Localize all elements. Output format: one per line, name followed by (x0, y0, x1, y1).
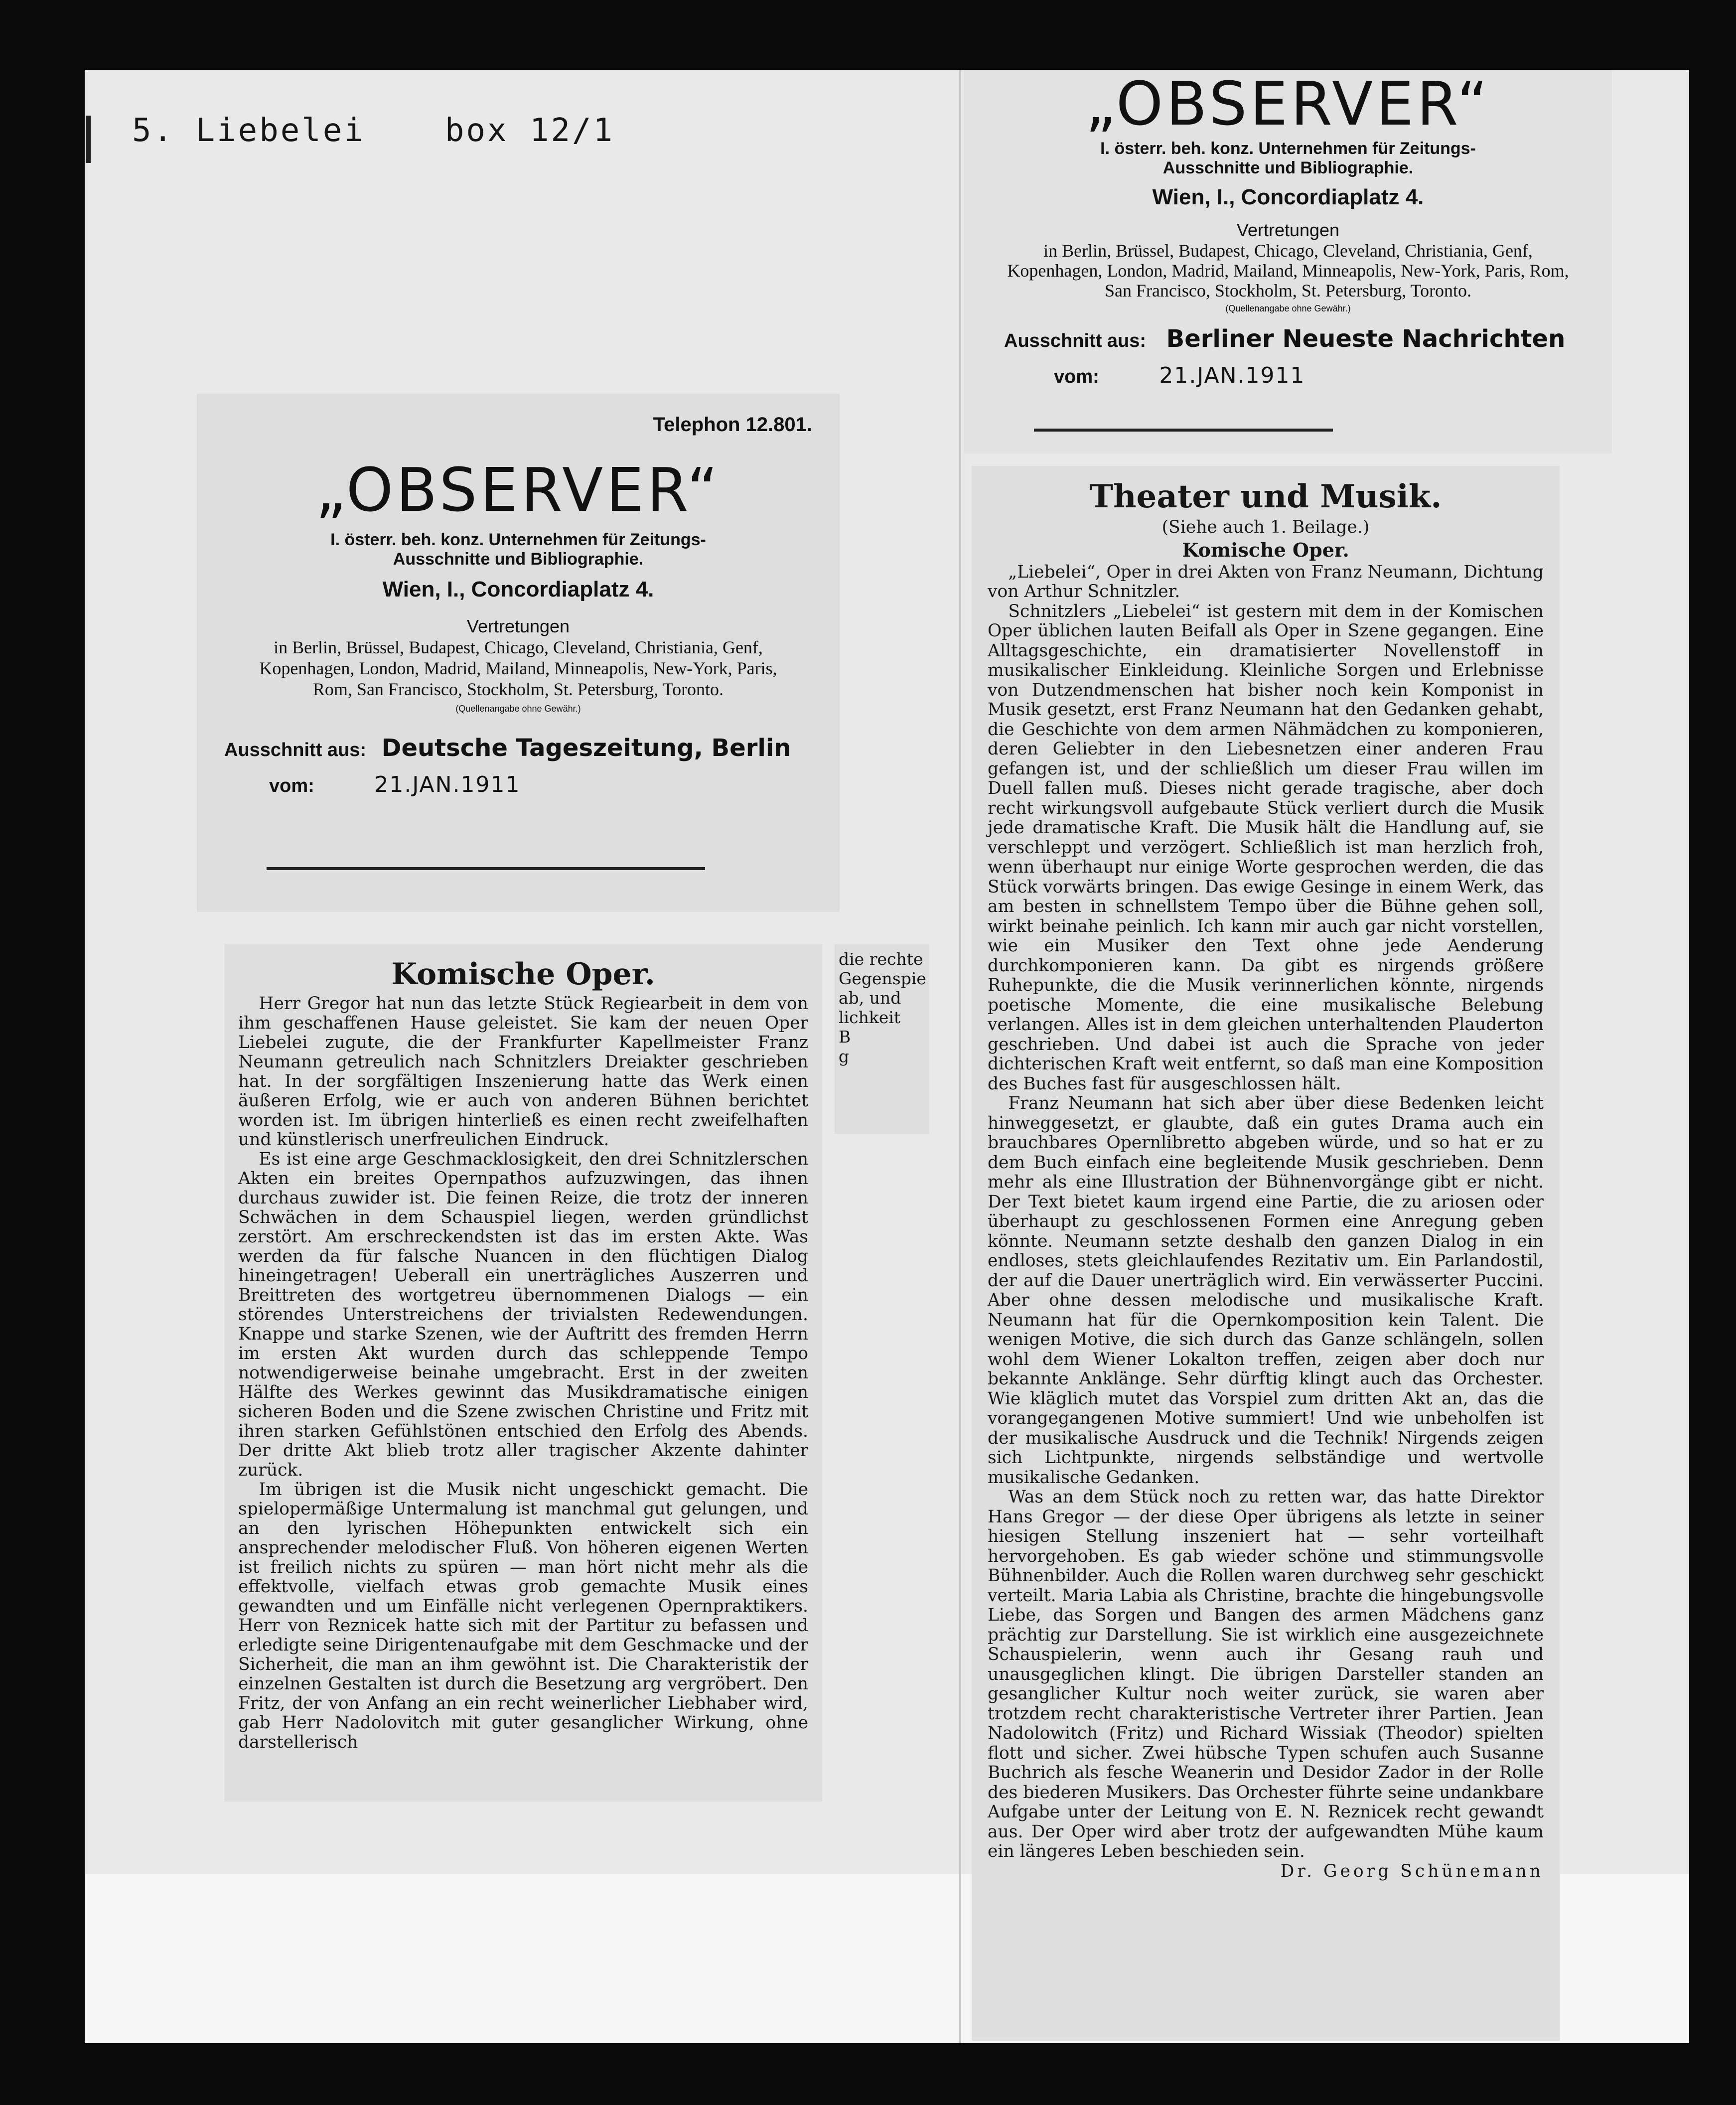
left-article-paragraph-2: Es ist eine arge Geschmacklosigkeit, den drei Schnitzlerschen Akten ein breites Opernpathos aufzuzwingen, das ihnen durchaus zuwider ist. Die feinen Reize, die trotz der inneren Schwächen in dem Schauspiel liegen, werden gründlichst zerstört. Am erschreckendsten ist das im ersten Akte. Was werden da für falsche Nuancen in den flüchtigen Dialog hineingetragen! Ueberall ein unerträgliches Auszerren und Breittreten des wortgetreu übernommenen Dialogs — ein störendes Unterstreichens der trivialsten Redewendungen. Knappe und starke Szenen, wie der Auftritt des fremden Herrn im ersten Akt wurden durch das schleppende Tempo notwendigerweise beinahe umgebracht. Erst in der zweiten Hälfte des Werkes gewinnt das Musikdramatische einigen sicheren Boden und die Szene zwischen Christine und Fritz mit ihren starken Gefühlstönen entschied den Erfolg des Abends. Der dritte Akt blieb trotz aller tragischer Akzente dahinter zurück. (238, 1149, 808, 1480)
vom-label: vom: (1054, 366, 1099, 387)
fragment-line-5: B (839, 1027, 851, 1047)
vom-underline (267, 867, 705, 870)
observer-brand: „OBSERVER“ (1085, 70, 1491, 139)
right-article-clipping (972, 466, 1560, 2041)
right-article-paragraph-1: Schnitzlers „Liebelei“ ist gestern mit dem in der Komischen Oper üblichen lauten Beifall als Oper in Szene gegangen. Eine Alltagsgeschichte, ein dramatisierter Novellenstoff in musikalischer Einkleidung. Kleinliche Sorgen und Erlebnisse von Dutzendmenschen hat bisher noch kein Komponist in Musik gesetzt, erst Franz Neumann hat den Gedanken gehabt, die Geschichte von dem armen Nähmädchen zu komponieren, deren Geliebter in den Liebesnetzen einer anderen Frau gefangen ist, und der schließlich um dieser Frau willen im Duell fallen muß. Dieses nicht gerade tragische, aber doch recht wirkungsvoll aufgebaute Stück verliert durch die Musik jede dramatische Kraft. Die Musik hält die Handlung auf, sie verschleppt und verzögert. Schließlich ist man herzlich froh, wenn überhaupt nur einige Worte gesprochen werden, die das Stück vorwärts bringen. Das ewige Gesinge in einem Werk, das am besten in schnellstem Tempo über die Bühne gehen soll, wirkt beinahe peinlich. Ich kann mir auch gar nicht vorstellen, wie ein Musiker den Text ohne jede Aenderung durchkomponieren kann. Da gibt es nirgends größere Ruhepunkte, die die Musik verinnerlichen könnte, nirgends poetische Momente, die eine musikalische Belebung verlangen. Alles ist in dem gleichen unterhaltenden Plauderton geschrieben. Und dabei ist auch die Sprache von jeder dichterischen Kraft weit entfernt, so daß man eine Komposition des Buches fast für ausgeschlossen hält. (988, 601, 1544, 1094)
company-description-line1: I. österr. beh. konz. Unternehmen für Zeitungs- (1100, 139, 1476, 158)
company-description-line1: I. österr. beh. konz. Unternehmen für Zeitungs- (330, 530, 706, 549)
left-article-paragraph-3: Im übrigen ist die Musik nicht ungeschickt gemacht. Die spielopermäßige Untermalung ist manchmal gut gelungen, und an den lyrischen Höhepunkten entwickelt sich ein ansprechender melodischer Fluß. Von höheren eigenen Werten ist freilich nichts zu spüren — man hört nicht mehr als die effektvolle, vielfach etwas grob gemachte Musik eines gewandten und um Einfälle nicht verlegenen Opernpraktikers. Herr von Reznicek hatte sich mit der Partitur zu befassen und erledigte seine Dirigentenaufgabe mit dem Geschmacke und der Sicherheit, die man an ihm gewöhnt ist. Die Charakteristik der einzelnen Gestalten ist durch die Besetzung arg vergröbert. Den Fritz, der von Anfang an ein recht weinerlicher Liebhaber wird, gab Herr Nadolovitch mit guter gesanglicher Wirkung, ohne darstellerisch (238, 1480, 808, 1752)
ausschnitt-label: Ausschnitt aus: (224, 740, 367, 760)
telephone-number: Telephon 12.801. (653, 414, 812, 436)
source-disclaimer: (Quellenangabe ohne Gewähr.) (455, 704, 581, 714)
right-observer-slip (964, 70, 1612, 453)
vertretungen-title: Vertretungen (466, 616, 570, 636)
folder-bracket-mark (86, 116, 91, 163)
source-disclaimer: (Quellenangabe ohne Gewähr.) (1225, 303, 1351, 313)
vertretungen-title: Vertretungen (1236, 220, 1340, 240)
fragment-line-1: die rechte (839, 949, 923, 969)
office-address: Wien, I., Concordiaplatz 4. (382, 577, 654, 601)
company-description-line2: Ausschnitte und Bibliographie. (1162, 158, 1414, 177)
company-description-line2: Ausschnitte und Bibliographie. (393, 550, 644, 569)
office-address: Wien, I., Concordiaplatz 4. (1152, 185, 1424, 209)
right-article-subtitle: (Siehe auch 1. Beilage.) (1161, 517, 1370, 537)
left-continuation-fragment (835, 944, 929, 1134)
left-article-clipping (224, 944, 822, 1802)
fragment-line-2: Gegenspie (839, 969, 926, 988)
right-article-paragraph-2: Franz Neumann hat sich aber über diese Bedenken leicht hinweggesetzt, er glaubte, daß ein gutes Drama auch ein brauchbares Opernlibretto abgeben würde, und so hat er zu dem Buch einfach eine begleitende Musik geschrieben. Denn mehr als eine Illustration der Bühnenvorgänge gibt er nicht. Der Text bietet kaum irgend eine Partie, die zu ariosen oder überhaupt zu geschlossenen Formen eine Anregung geben könnte. Neumann setzte deshalb den ganzen Dialog in ein endloses, stets gleichlaufendes Rezitativ um. Ein Parlandostil, der auf die Dauer unerträglich wird. Ein verwässerter Puccini. Aber ohne dessen melodische und musikalische Kraft. Neumann hat für die Opernkomposition kein Talent. Die wenigen Motive, die sich durch das Ganze schlängeln, sollen wohl dem Wiener Lokalton treffen, zeigen aber doch nur bekannte Anklänge. Sehr dürftig klingt auch das Orchester. Wie kläglich mutet das Vorspiel zum dritten Akt an, das die vorangegangenen Motive summiert! Und wie unbeholfen ist der musikalische Ausdruck und die Technik! Nirgends zeigen sich Lichtpunkte, nirgends selbständige und wertvolle musikalische Gedanken. (988, 1093, 1544, 1488)
folder-title: 5. Liebelei (132, 112, 365, 149)
date-stamp: 21.JAN.1911 (374, 772, 521, 797)
left-observer-slip (197, 394, 840, 912)
ausschnitt-label: Ausschnitt aus: (1004, 330, 1147, 351)
branch-cities: in Berlin, Brüssel, Budapest, Chicago, Cleveland, Christiania, Genf, Kopenhagen, London, Madrid, Mailand, Minneapolis, New-York, Paris, Rom, San Francisco, Stockholm, St. Petersburg, Toronto. (1007, 241, 1569, 301)
right-article-lead: „Liebelei“, Oper in drei Akten von Franz Neumann, Dichtung von Arthur Schnitzler. (988, 562, 1544, 601)
page-fold-line (959, 70, 961, 2043)
folder-label (132, 112, 694, 149)
right-article-signature: Dr. Georg Schünemann (1280, 1861, 1544, 1881)
vom-underline (1034, 429, 1333, 432)
right-article-paragraph-3: Was an dem Stück noch zu retten war, das hatte Direktor Hans Gregor — der diese Oper übrigens als letzte in seiner hiesigen Stellung inszeniert hat — sehr vorteilhaft hervorgehoben. Es gab wieder schöne und stimmungsvolle Bühnenbilder. Auch die Rollen waren durchweg sehr geschickt verteilt. Maria Labia als Christine, brachte die hingebungsvolle Liebe, das Sorgen und Bangen des armen Mädchens ganz prächtig zur Darstellung. Sie ist wirklich eine ausgezeichnete Schauspielerin, wenn auch ihr Gesang rauh und unausgeglichen klingt. Die übrigen Darsteller standen an gesanglicher Kultur noch weiter zurück, sie waren aber trotzdem recht charakteristische Vertreter ihrer Partien. Jean Nadolowitch (Fritz) und Richard Wissiak (Theodor) spielten flott und sicher. Zwei hübsche Typen schufen auch Susanne Buchrich als fesche Weanerin und Desidor Zador in der Rolle des biederen Musikers. Das Orchester führte seine undankbare Aufgabe unter der Leitung von E. N. Reznicek recht gewandt aus. Der Oper wird aber trotz der aufgewandten Mühe kaum ein längeres Leben beschieden sein. (988, 1487, 1544, 1861)
vom-label: vom: (269, 775, 314, 796)
left-article-title: Komische Oper. (391, 957, 655, 992)
source-newspaper-stamp: Berliner Neueste Nachrichten (1166, 325, 1566, 353)
left-article-paragraph-1: Herr Gregor hat nun das letzte Stück Regiearbeit in dem von ihm geschaffenen Hause geleistet. Sie kam der neuen Oper Liebelei zugute, die der Frankfurter Kapellmeister Franz Neumann getreulich nach Schnitzlers Dreiakter geschrieben hat. In der sorgfältigen Inszenierung hatte das Werk einen äußeren Erfolg, wie er auch von anderen Bühnen berichtet worden ist. Im übrigen hinterließ es einen recht zweifelhaften und künstlerisch unerfreulichen Eindruck. (238, 994, 808, 1150)
fragment-line-4: lichkeit (839, 1008, 901, 1027)
vom-row (984, 363, 1592, 388)
ausschnitt-row (984, 325, 1592, 353)
fragment-line-3: ab, und (839, 988, 901, 1008)
ausschnitt-row (224, 734, 812, 762)
observer-brand: „OBSERVER“ (315, 456, 721, 525)
date-stamp: 21.JAN.1911 (1159, 363, 1305, 388)
vom-row (224, 772, 812, 797)
fragment-line-6: g (839, 1047, 850, 1066)
right-article-section: Komische Oper. (1182, 538, 1349, 561)
branch-cities: in Berlin, Brüssel, Budapest, Chicago, Cleveland, Christiania, Genf, Kopenhagen, London, Madrid, Mailand, Minneapolis, New-York, Paris, Rom, San Francisco, Stockholm, St. Petersburg, Toronto. (259, 637, 777, 699)
right-article-title: Theater und Musik. (1089, 478, 1442, 515)
box-number: box 12/1 (444, 112, 615, 149)
source-newspaper-stamp: Deutsche Tageszeitung, Berlin (381, 734, 791, 762)
